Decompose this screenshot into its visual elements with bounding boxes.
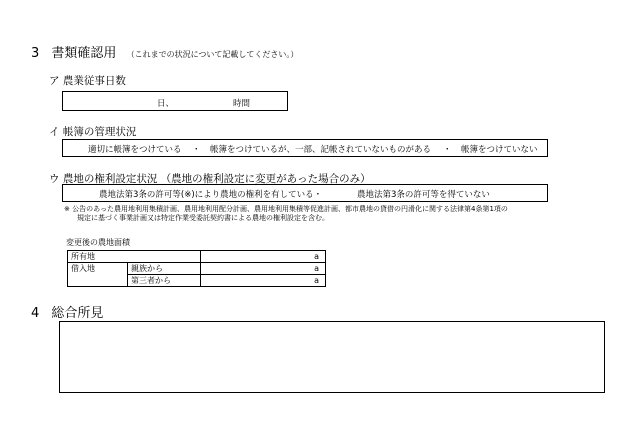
section3-title: 書類確認用 (51, 46, 117, 61)
rights-note-line1: ※ 公告のあった農用地利用集積計画、農用地利用配分計画、農用地利用集積等促進計画、都市農地の貸借の円滑化に関する法律第4条第1項の (64, 205, 508, 213)
leased-land-label: 借入地 (68, 263, 128, 287)
farmland-area-title: 変更後の農地面積 (66, 238, 130, 247)
rights-option-not-permitted[interactable]: 農地法第3条の許可等を得ていない (357, 190, 490, 200)
from-relatives-value[interactable] (201, 263, 326, 275)
day-unit: 日、 (157, 99, 175, 109)
farmland-area-table (67, 250, 326, 287)
rights-note-line2: 規定に基づく事業計画又は特定作業受委託契約書による農地の権利設定を含む。 (77, 214, 329, 222)
bookkeeping-option-proper[interactable]: 適切に帳簿をつけている (88, 145, 182, 155)
from-relatives-label: 親族から (128, 263, 201, 275)
item-a-label: ア 農業従事日数 (49, 75, 126, 87)
rights-option-permitted[interactable]: 農地法第3条の許可等(※)により農地の権利を有している・ (99, 190, 323, 200)
bookkeeping-option-partial[interactable]: 帳簿をつけているが、一部、記帳されていないものがある (210, 145, 432, 155)
section3-number: 3 (31, 46, 40, 61)
owned-land-value[interactable] (201, 251, 326, 263)
section3-note: （これまでの状況について記載してください。） (126, 50, 299, 59)
owned-land-label: 所有地 (68, 251, 201, 263)
unit-a: a (314, 264, 319, 273)
from-third-party-label: 第三者から (128, 275, 201, 287)
separator-dot: ・ (443, 145, 452, 155)
item-i-label: イ 帳簿の管理状況 (49, 126, 137, 138)
unit-a: a (314, 276, 319, 285)
from-third-party-value[interactable] (201, 275, 326, 287)
section4-number: 4 (31, 306, 40, 321)
table-row (68, 263, 326, 275)
work-days-field[interactable] (62, 91, 288, 111)
section3-heading (31, 42, 298, 61)
separator-dot: ・ (192, 145, 201, 155)
section4-title: 総合所見 (51, 306, 104, 321)
unit-a: a (314, 252, 319, 261)
item-u-label: ウ 農地の権利設定状況 （農地の権利設定に変更があった場合のみ） (49, 173, 371, 185)
overall-findings-field[interactable] (59, 321, 605, 393)
table-row (68, 251, 326, 263)
hour-unit: 時間 (233, 99, 251, 109)
section4-heading (31, 302, 103, 321)
bookkeeping-option-none[interactable]: 帳簿をつけていない (461, 145, 538, 155)
